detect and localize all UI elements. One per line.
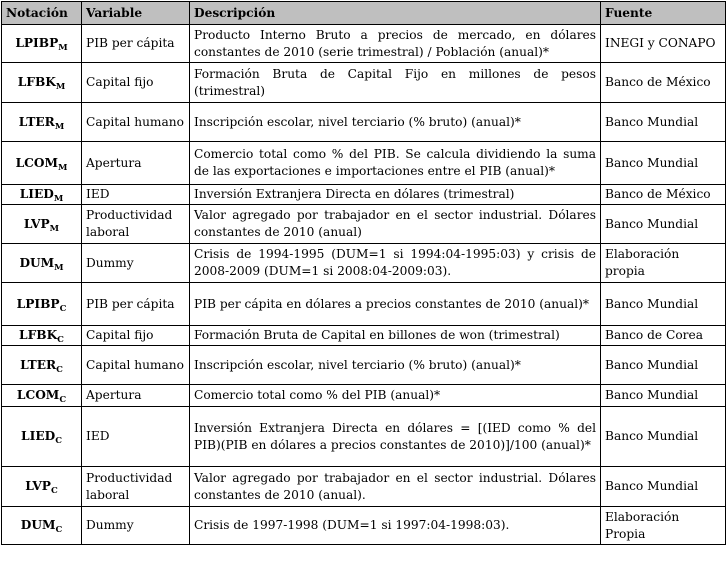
notation-cell bbox=[2, 467, 82, 507]
notation-cell bbox=[2, 326, 82, 346]
notation-cell bbox=[2, 103, 82, 142]
table-row bbox=[2, 244, 726, 283]
description-cell: Valor agregado por trabajador en el sector industrial. Dólares constantes de 2010 (anual) bbox=[190, 205, 601, 244]
variable-cell: Apertura bbox=[82, 385, 190, 407]
header-descripcion: Descripción bbox=[190, 2, 601, 25]
notation-cell bbox=[2, 407, 82, 467]
notation-subscript: M bbox=[57, 162, 68, 173]
notation-cell bbox=[2, 507, 82, 545]
description-cell: Comercio total como % del PIB (anual)* bbox=[190, 385, 601, 407]
notation-base: LIED bbox=[19, 187, 54, 201]
notation-cell bbox=[2, 385, 82, 407]
variable-cell: Capital humano bbox=[82, 103, 190, 142]
table-row bbox=[2, 326, 726, 346]
table-row bbox=[2, 407, 726, 467]
source-cell: Elaboración propia bbox=[601, 244, 726, 283]
notation-cell bbox=[2, 25, 82, 63]
notation-subscript: C bbox=[55, 436, 62, 446]
header-fuente: Fuente bbox=[601, 2, 726, 25]
notation-subscript: C bbox=[56, 364, 63, 375]
variable-cell: Productividad laboral bbox=[82, 467, 190, 507]
table-row bbox=[2, 63, 726, 103]
notation-base: DUM bbox=[19, 255, 55, 270]
source-cell: Banco Mundial bbox=[601, 103, 726, 142]
table-row bbox=[2, 25, 726, 63]
description-cell: PIB per cápita en dólares a precios constantes de 2010 (anual)* bbox=[190, 283, 601, 326]
source-cell: Banco Mundial bbox=[601, 283, 726, 326]
notation-base: LFBK bbox=[17, 75, 56, 89]
description-cell: Crisis de 1994-1995 (DUM=1 si 1994:04-1995:03) y crisis de 2008-2009 (DUM=1 si 2008:04-2009:03). bbox=[190, 244, 601, 283]
notation-subscript: M bbox=[54, 121, 65, 132]
notation-base: LCOM bbox=[16, 388, 60, 402]
description-cell: Crisis de 1997-1998 (DUM=1 si 1997:04-1998:03). bbox=[190, 507, 601, 545]
notation-cell bbox=[2, 63, 82, 103]
variable-cell: Capital fijo bbox=[82, 326, 190, 346]
description-cell: Comercio total como % del PIB. Se calcula dividiendo la suma de las exportaciones e importaciones entre el PIB (anual)* bbox=[190, 142, 601, 185]
source-cell: Banco Mundial bbox=[601, 407, 726, 467]
table-row bbox=[2, 103, 726, 142]
notation-base: LIED bbox=[21, 429, 56, 443]
notation-base: LTER bbox=[20, 357, 57, 372]
notation-base: LVP bbox=[25, 479, 51, 493]
description-cell: Producto Interno Bruto a precios de mercado, en dólares constantes de 2010 (serie trimestral) / Población (anual)* bbox=[190, 25, 601, 63]
header-variable: Variable bbox=[82, 2, 190, 25]
description-cell: Valor agregado por trabajador en el sector industrial. Dólares constantes de 2010 (anual). bbox=[190, 467, 601, 507]
description-cell: Inscripción escolar, nivel terciario (% bruto) (anual)* bbox=[190, 103, 601, 142]
source-cell: Banco Mundial bbox=[601, 142, 726, 185]
variable-cell: Apertura bbox=[82, 142, 190, 185]
notation-subscript: M bbox=[54, 262, 64, 273]
table-row bbox=[2, 507, 726, 545]
variables-table bbox=[1, 1, 726, 545]
notation-subscript: C bbox=[50, 486, 58, 496]
source-cell: Banco Mundial bbox=[601, 467, 726, 507]
variable-cell: Dummy bbox=[82, 507, 190, 545]
notation-base: LFBK bbox=[19, 328, 58, 342]
notation-cell bbox=[2, 205, 82, 244]
description-cell: Inscripción escolar, nivel terciario (% bruto) (anual)* bbox=[190, 346, 601, 385]
table-row bbox=[2, 142, 726, 185]
variable-cell: Productividad laboral bbox=[82, 205, 190, 244]
source-cell: INEGI y CONAPO bbox=[601, 25, 726, 63]
source-cell: Banco Mundial bbox=[601, 346, 726, 385]
source-cell: Banco de México bbox=[601, 63, 726, 103]
notation-cell bbox=[2, 283, 82, 326]
notation-cell bbox=[2, 142, 82, 185]
notation-subscript: M bbox=[49, 223, 60, 234]
notation-subscript: C bbox=[59, 395, 67, 405]
notation-base: DUM bbox=[20, 518, 56, 532]
notation-subscript: C bbox=[59, 303, 67, 314]
notation-subscript: M bbox=[58, 43, 68, 53]
variable-cell: IED bbox=[82, 407, 190, 467]
variable-cell: IED bbox=[82, 185, 190, 205]
description-cell: Inversión Extranjera Directa en dólares (trimestral) bbox=[190, 185, 601, 205]
source-cell: Banco Mundial bbox=[601, 385, 726, 407]
notation-base: LPIBP bbox=[15, 36, 59, 50]
notation-cell bbox=[2, 185, 82, 205]
table-row bbox=[2, 205, 726, 244]
header-notacion: Notación bbox=[2, 2, 82, 25]
table-row bbox=[2, 385, 726, 407]
description-cell: Formación Bruta de Capital Fijo en millones de pesos (trimestral) bbox=[190, 63, 601, 103]
variable-cell: Capital humano bbox=[82, 346, 190, 385]
table-row bbox=[2, 346, 726, 385]
notation-subscript: M bbox=[55, 82, 66, 92]
table-row bbox=[2, 283, 726, 326]
table-header-row bbox=[2, 2, 726, 25]
variable-cell: PIB per cápita bbox=[82, 283, 190, 326]
source-cell: Elaboración Propia bbox=[601, 507, 726, 545]
notation-cell bbox=[2, 244, 82, 283]
description-cell: Inversión Extranjera Directa en dólares = [(IED como % del PIB)(PIB en dólares a precios constantes de 2010)]/100 (anual)* bbox=[190, 407, 601, 467]
notation-base: LTER bbox=[18, 114, 55, 129]
variable-cell: Dummy bbox=[82, 244, 190, 283]
notation-cell bbox=[2, 346, 82, 385]
notation-base: LVP bbox=[23, 216, 50, 231]
variable-cell: Capital fijo bbox=[82, 63, 190, 103]
source-cell: Banco de Corea bbox=[601, 326, 726, 346]
notation-subscript: C bbox=[57, 335, 64, 345]
source-cell: Banco Mundial bbox=[601, 205, 726, 244]
notation-subscript: M bbox=[53, 194, 64, 204]
table-row bbox=[2, 467, 726, 507]
notation-base: LPIBP bbox=[16, 296, 60, 311]
variable-cell: PIB per cápita bbox=[82, 25, 190, 63]
source-cell: Banco de México bbox=[601, 185, 726, 205]
table-row bbox=[2, 185, 726, 205]
notation-subscript: C bbox=[55, 525, 63, 535]
description-cell: Formación Bruta de Capital en billones de won (trimestral) bbox=[190, 326, 601, 346]
notation-base: LCOM bbox=[15, 155, 58, 170]
